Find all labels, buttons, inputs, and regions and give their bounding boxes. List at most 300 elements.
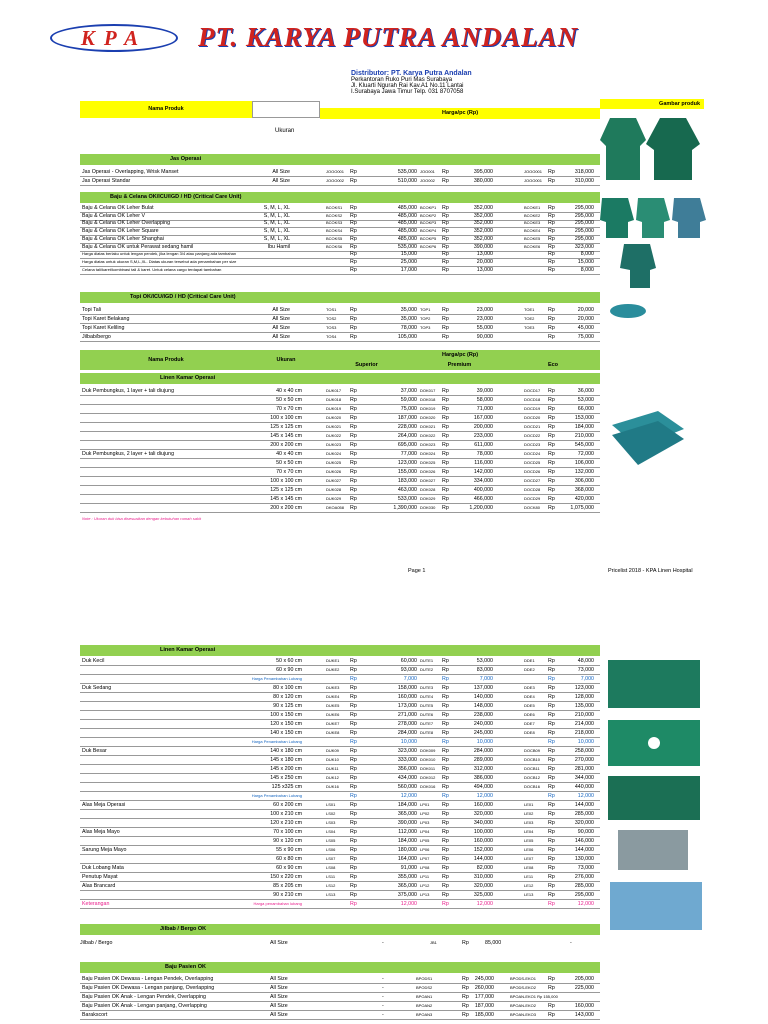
code: DUTE1 — [420, 658, 434, 663]
price: 320,000 — [574, 820, 594, 826]
gown-icon — [600, 118, 646, 180]
row-divider — [80, 710, 600, 711]
code: JOOO001 — [326, 169, 345, 174]
code: LS08 — [326, 865, 336, 870]
currency: Rp — [548, 865, 555, 871]
row-divider — [80, 323, 600, 324]
code: DUK022 — [326, 433, 342, 438]
size: 145 x 145 cm — [270, 433, 302, 439]
distributor-block — [351, 71, 472, 95]
currency: Rp — [350, 266, 357, 273]
size: 90 x 120 cm — [273, 838, 302, 844]
code: BPOAN3 — [416, 1012, 433, 1017]
currency: Rp — [350, 865, 357, 871]
code: DOCD23 — [524, 442, 541, 447]
price: 128,000 — [574, 694, 594, 700]
code: DOK009 — [420, 748, 436, 753]
letterhead — [0, 0, 768, 62]
code: JOOO002 — [326, 178, 345, 183]
code: LE01 — [524, 802, 534, 807]
price: 144,000 — [574, 847, 594, 853]
code: DUK020 — [326, 415, 342, 420]
size: All Size — [270, 940, 288, 946]
price: 284,000 — [473, 748, 493, 754]
code: DOCB10 — [524, 757, 541, 762]
table-row — [80, 784, 600, 791]
code: DOK030 — [420, 505, 436, 510]
size: Ibu Hamil — [267, 243, 290, 250]
price: 37,000 — [400, 388, 417, 394]
table-row — [80, 985, 600, 992]
currency: Rp — [442, 658, 449, 664]
code: DDE2 — [524, 667, 535, 672]
cap-icon — [610, 304, 646, 318]
price: 284,000 — [397, 730, 417, 736]
currency: Rp — [548, 874, 555, 880]
price: 295,000 — [574, 892, 594, 898]
currency: Rp — [350, 820, 357, 826]
dash: - — [382, 940, 384, 946]
currency: Rp — [548, 829, 555, 835]
currency: Rp — [442, 235, 449, 242]
price: 12,000 — [400, 901, 417, 907]
currency: Rp — [350, 169, 357, 175]
price: 142,000 — [473, 469, 493, 475]
price: 17,000 — [400, 266, 417, 273]
table-row — [80, 1003, 600, 1010]
code: BCOKP5 — [420, 235, 437, 241]
currency: Rp — [548, 712, 555, 718]
code: BPODS2 — [416, 985, 433, 990]
product-name: Topi Karet Keliling — [82, 325, 125, 331]
price: 83,000 — [476, 667, 493, 673]
code: DOK012 — [420, 775, 436, 780]
product-name: Alas Brancard — [82, 883, 116, 889]
code: BCOKE3 — [524, 220, 541, 226]
price: 289,000 — [473, 757, 493, 763]
currency: Rp — [548, 433, 555, 439]
price: 434,000 — [397, 775, 417, 781]
col-header-harga — [320, 350, 600, 360]
price: 485,000 — [397, 235, 417, 242]
currency: Rp — [548, 1003, 555, 1009]
size: S, M, L, XL — [263, 220, 290, 227]
code: DUKE4 — [326, 694, 340, 699]
price: 200,000 — [473, 424, 493, 430]
code: TOE1 — [524, 307, 535, 312]
price: 395,000 — [473, 169, 493, 175]
currency: Rp — [442, 460, 449, 466]
product-name: Alas Meja Mayo — [82, 829, 120, 835]
row-divider — [80, 485, 600, 486]
currency: Rp — [350, 505, 357, 511]
currency: Rp — [350, 228, 357, 235]
col-label: Premium — [447, 362, 472, 368]
row-divider — [80, 176, 600, 177]
price: 48,000 — [577, 658, 594, 664]
code: BCOKS6 — [326, 243, 343, 249]
currency: Rp — [548, 784, 555, 790]
price: 295,000 — [574, 228, 594, 235]
note: Note : Ukuran duk bisa disesuaikan dengan kebutuhan rumah sakit — [82, 516, 201, 521]
price: 380,000 — [473, 178, 493, 184]
currency: Rp — [548, 847, 555, 853]
currency: Rp — [350, 406, 357, 412]
currency: Rp — [442, 487, 449, 493]
code: DUTE8 — [420, 730, 434, 735]
currency: Rp — [350, 424, 357, 430]
code: DOCB09 — [524, 748, 541, 753]
code: BCOKE6 — [524, 243, 541, 249]
price: 312,000 — [473, 766, 493, 772]
table-row — [80, 228, 600, 235]
price: 20,000 — [577, 316, 594, 322]
table-row — [80, 487, 600, 494]
distributor-line: I.Surabaya Jawa Timur Telp. 031 8707058 — [351, 89, 464, 95]
code: BPODS-EKO1 — [510, 976, 537, 981]
size: 100 x 210 cm — [270, 811, 302, 817]
table-row — [80, 325, 600, 332]
currency: Rp — [350, 220, 357, 227]
table-row — [80, 236, 600, 243]
size: All Size — [272, 169, 290, 175]
size: 90 x 125 cm — [273, 703, 302, 709]
size: All Size — [270, 994, 288, 1000]
row-divider — [80, 422, 600, 423]
price: 390,000 — [473, 243, 493, 250]
table-row — [80, 213, 600, 220]
price: 73,000 — [577, 667, 594, 673]
table-row — [80, 334, 600, 341]
code: BPOAN2 — [416, 1003, 433, 1008]
code: LS06 — [326, 847, 336, 852]
currency: Rp — [548, 811, 555, 817]
currency: Rp — [350, 334, 357, 340]
size: 120 x 150 cm — [270, 721, 302, 727]
code: TOS2 — [326, 316, 337, 321]
code: LS11 — [326, 874, 336, 879]
row-divider — [80, 899, 600, 900]
currency: Rp — [442, 451, 449, 457]
currency: Rp — [548, 178, 555, 184]
currency: Rp — [442, 829, 449, 835]
currency: Rp — [442, 496, 449, 502]
drape-icon — [608, 776, 700, 820]
gown-icon — [646, 118, 700, 180]
code: LP12 — [420, 883, 430, 888]
row-divider — [80, 665, 600, 666]
currency: Rp — [350, 469, 357, 475]
code: LS03 — [326, 820, 336, 825]
code: DUK018 — [326, 397, 342, 402]
currency: Rp — [548, 1012, 555, 1018]
code: BCOKP3 — [420, 220, 437, 226]
price: 245,000 — [473, 730, 493, 736]
table-row — [80, 694, 600, 701]
price: 180,000 — [397, 847, 417, 853]
currency: Rp — [442, 424, 449, 430]
price: 1,200,000 — [469, 505, 493, 511]
currency: Rp — [350, 388, 357, 394]
row-divider — [80, 854, 600, 855]
drape-photos — [604, 660, 708, 950]
col-header-label: Ukuran — [276, 357, 296, 363]
currency: Rp — [350, 307, 357, 313]
table-row — [80, 847, 600, 854]
price: 143,000 — [574, 1012, 594, 1018]
price: 545,000 — [574, 442, 594, 448]
code: JOOO001 — [524, 169, 543, 174]
code: BCOKE4 — [524, 228, 541, 234]
size: S, M, L, XL — [263, 228, 290, 235]
row-divider — [80, 908, 600, 909]
price: 306,000 — [574, 478, 594, 484]
price: 60,000 — [400, 658, 417, 664]
price: 185,000 — [474, 1012, 494, 1018]
size: All Size — [272, 325, 290, 331]
price: 155,000 — [397, 469, 417, 475]
product-name: Sarung Meja Mayo — [82, 847, 127, 853]
price: 1,390,000 — [393, 505, 417, 511]
col-eco — [506, 360, 600, 370]
currency: Rp — [350, 251, 357, 258]
code: DOCD29 — [524, 496, 541, 501]
size: All Size — [272, 334, 290, 340]
code: DOCD25 — [524, 460, 541, 465]
currency: Rp — [350, 784, 357, 790]
price: 271,000 — [397, 712, 417, 718]
section-title: Baju Pasien OK — [165, 964, 206, 970]
price: 365,000 — [397, 883, 417, 889]
row-divider — [80, 719, 600, 720]
size: 150 x 220 cm — [270, 874, 302, 880]
price: 695,000 — [397, 442, 417, 448]
currency: Rp — [442, 212, 449, 219]
code: DOK016 — [420, 784, 436, 789]
code: DOK028 — [420, 487, 436, 492]
code: JOO002 — [420, 178, 435, 183]
section-jas-operasi — [80, 154, 600, 165]
currency: Rp — [350, 739, 357, 745]
price: 132,000 — [574, 469, 594, 475]
size: 50 x 50 cm — [276, 460, 302, 466]
code: BCOKS2 — [326, 212, 343, 218]
currency: Rp — [548, 802, 555, 808]
currency: Rp — [442, 766, 449, 772]
table-row — [80, 307, 600, 314]
table-row — [80, 712, 600, 719]
price: 15,000 — [400, 251, 417, 258]
product-name: Jilbab/bergo — [82, 334, 111, 340]
currency: Rp — [442, 667, 449, 673]
linen-photo — [608, 405, 688, 475]
price: 152,000 — [473, 847, 493, 853]
price: 352,000 — [473, 228, 493, 235]
row-divider — [80, 332, 600, 333]
currency: Rp — [548, 883, 555, 889]
size: 55 x 90 cm — [276, 847, 302, 853]
currency: Rp — [350, 258, 357, 265]
section-title: Topi OK/ICU/IGD / HD (Critical Care Unit) — [130, 294, 236, 300]
price: 485,000 — [397, 220, 417, 227]
price: 164,000 — [397, 856, 417, 862]
price: 77,000 — [400, 451, 417, 457]
size: 40 x 40 cm — [276, 388, 302, 394]
table-row — [80, 748, 600, 755]
currency: Rp — [548, 235, 555, 242]
ukuran-label: Ukuran — [275, 128, 295, 134]
price: 173,000 — [397, 703, 417, 709]
table-row — [80, 397, 600, 404]
table-row — [80, 478, 600, 485]
price: 13,000 — [476, 251, 493, 258]
code: BCOKE2 — [524, 212, 541, 218]
price: 494,000 — [473, 784, 493, 790]
price: 100,000 — [473, 829, 493, 835]
price: 116,000 — [474, 460, 493, 466]
currency: Rp — [442, 874, 449, 880]
product-name: Baju Pasien OK Anak - Lengan Pendek, Overlapping — [82, 994, 206, 1000]
price: 93,000 — [400, 667, 417, 673]
price: 53,000 — [476, 658, 493, 664]
price: 270,000 — [574, 757, 594, 763]
size: 100 x 100 cm — [270, 415, 302, 421]
currency: Rp — [442, 838, 449, 844]
row-divider — [80, 755, 600, 756]
code: DUK021 — [326, 424, 342, 429]
currency: Rp — [442, 307, 449, 313]
price: 13,000 — [476, 266, 493, 273]
table-row — [80, 259, 600, 266]
code: LE08 — [524, 865, 534, 870]
code: LE02 — [524, 811, 534, 816]
currency: Rp — [462, 994, 469, 1000]
code: DOK017 — [420, 388, 436, 393]
price: 135,000 — [574, 703, 594, 709]
currency: Rp — [350, 694, 357, 700]
price: 228,000 — [397, 424, 417, 430]
size: Harga Penambahan Lubang — [251, 793, 302, 798]
price: 73,000 — [577, 865, 594, 871]
price: 160,000 — [397, 694, 417, 700]
code: DOCB11 — [524, 766, 540, 771]
price: 352,000 — [473, 220, 493, 227]
price: 105,000 — [397, 334, 417, 340]
section-title: Linen Kamar Operasi — [160, 375, 216, 381]
currency: Rp — [442, 739, 449, 745]
price: 295,000 — [574, 212, 594, 219]
price: 8,000 — [580, 266, 594, 273]
currency: Rp — [350, 433, 357, 439]
currency: Rp — [442, 478, 449, 484]
table-row — [80, 892, 600, 899]
code: DOCD19 — [524, 406, 541, 411]
table-row — [80, 267, 600, 274]
col-superior — [320, 360, 413, 370]
col-header-harga — [320, 108, 600, 119]
scrubs-icon — [620, 244, 656, 288]
price: 510,000 — [397, 178, 417, 184]
size: S, M, L, XL — [263, 212, 290, 219]
code: LE12 — [524, 883, 534, 888]
row-divider — [80, 983, 600, 984]
table-row — [80, 856, 600, 863]
currency: Rp — [442, 865, 449, 871]
currency: Rp — [548, 658, 555, 664]
table-row — [80, 829, 600, 836]
price: 485,000 — [397, 212, 417, 219]
price: 23,000 — [476, 316, 493, 322]
currency: Rp — [350, 667, 357, 673]
code: BCOKP2 — [420, 212, 437, 218]
currency: Rp — [548, 307, 555, 313]
product-name: Duk Besar — [82, 748, 107, 754]
size: 60 x 90 cm — [276, 667, 302, 673]
row-divider — [80, 809, 600, 810]
stretcher-icon — [610, 882, 702, 930]
row-divider — [80, 863, 600, 864]
price: 35,000 — [400, 316, 417, 322]
row-divider — [80, 782, 600, 783]
code: DDE1 — [524, 658, 535, 663]
price: 276,000 — [574, 874, 594, 880]
distributor-line: Perkantoran Ruko Puri Mas Surabaya — [351, 77, 453, 83]
gambar-header — [600, 99, 704, 109]
currency: Rp — [548, 316, 555, 322]
price: 390,000 — [397, 820, 417, 826]
currency: Rp — [442, 469, 449, 475]
product-name: Harga diatas untuk ukuran S,M,L,XL. Diatas ukuran tersebut ada penambahan per size — [82, 258, 237, 264]
currency: Rp — [350, 243, 357, 250]
code: DUK019 — [326, 406, 342, 411]
price: 352,000 — [473, 205, 493, 211]
price: 210,000 — [574, 712, 594, 718]
product-name: Baju & Celana OK Leher V — [82, 212, 146, 219]
currency: Rp — [548, 397, 555, 403]
currency: Rp — [350, 847, 357, 853]
currency: Rp — [350, 829, 357, 835]
product-name: Baju & Celana OK Leher Shanghai — [82, 235, 164, 242]
code: BCOKS1 — [326, 205, 343, 210]
product-name: Topi Karet Belakang — [82, 316, 130, 322]
currency: Rp — [442, 266, 449, 273]
col-label: Superior — [355, 362, 378, 368]
row-divider — [80, 494, 600, 495]
code: TOP2 — [420, 316, 431, 321]
table-row — [80, 685, 600, 692]
code: LE06 — [524, 847, 534, 852]
cap-photo — [608, 300, 648, 318]
currency: Rp — [442, 703, 449, 709]
price: 264,000 — [397, 433, 417, 439]
code: LS05 — [326, 838, 336, 843]
currency: Rp — [548, 505, 555, 511]
section-jilbab — [80, 924, 600, 935]
size: All Size — [272, 307, 290, 313]
price: 214,000 — [574, 721, 594, 727]
col-header-blank — [252, 101, 320, 118]
price: 160,000 — [574, 1003, 594, 1009]
price: 323,000 — [574, 243, 594, 250]
currency: Rp — [350, 676, 357, 682]
size: 145 x 180 cm — [270, 757, 302, 763]
price: 184,000 — [574, 424, 594, 430]
code: DDE3 — [524, 685, 535, 690]
row-divider — [80, 314, 600, 315]
row-divider — [80, 791, 600, 792]
code: DDE4 — [524, 694, 535, 699]
price: 58,000 — [476, 397, 493, 403]
